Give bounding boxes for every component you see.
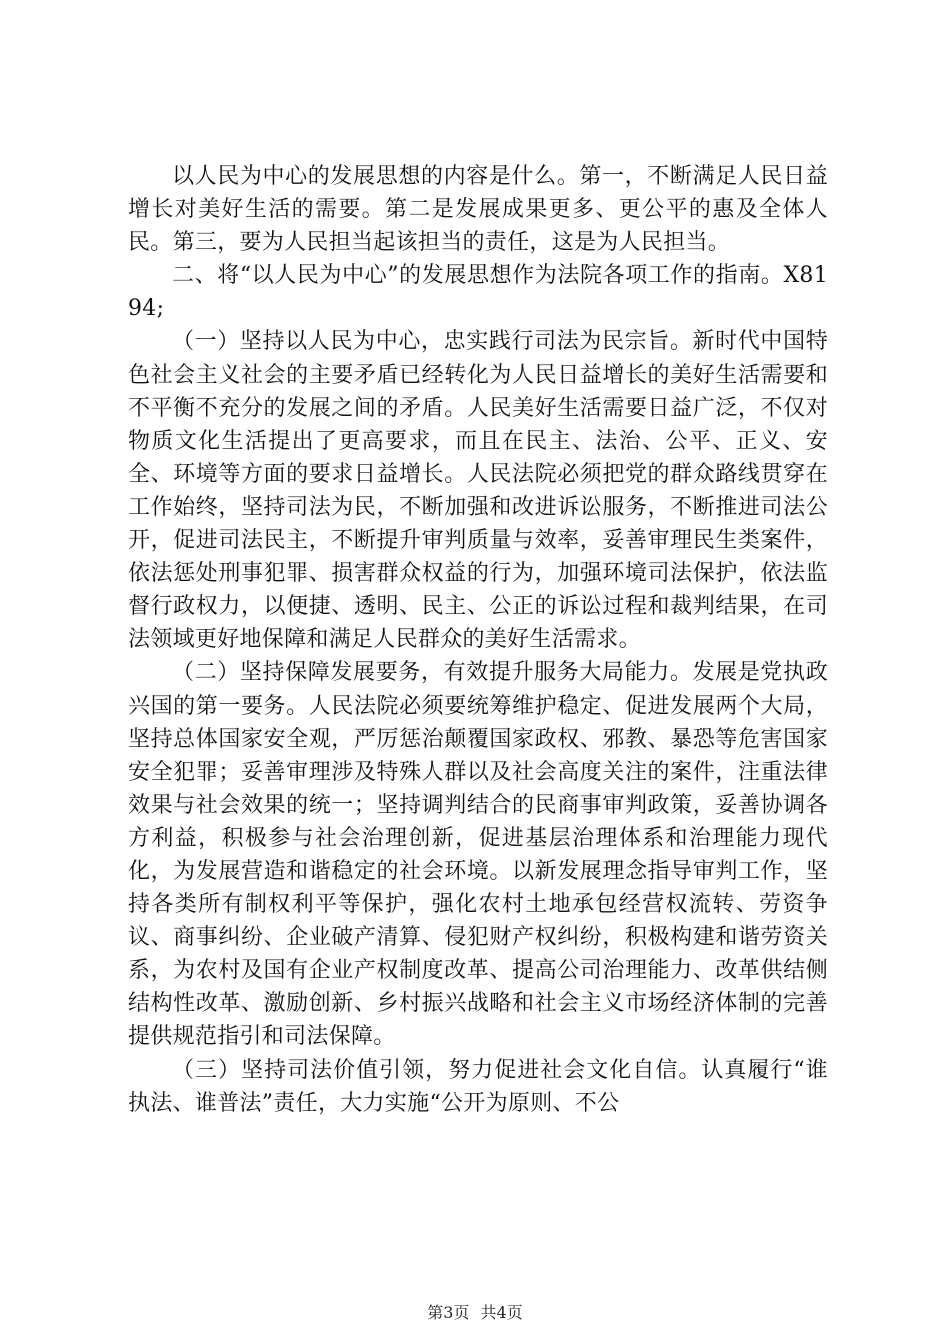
- paragraph-item-three: （三）坚持司法价值引领，努力促进社会文化自信。认真履行“谁执法、谁普法”责任，大力实施“公开为原则、不公: [128, 1057, 828, 1116]
- paragraph-section-two-heading: 二、将“以人民为中心”的发展思想作为法院各项工作的指南。X8194;: [128, 263, 828, 322]
- page-total: 共4页: [480, 1303, 523, 1322]
- page-number: 第3页: [427, 1303, 470, 1322]
- paragraph-item-one: （一）坚持以人民为中心，忠实践行司法为民宗旨。新时代中国特色社会主义社会的主要矛盾已经转化为人民日益增长的美好生活需要和不平衡不充分的发展之间的矛盾。人民美好生活需要日益广泛，不仅对物质文化生活提出了更高要求，而且在民主、法治、公平、正义、安全、环境等方面的要求日益增长。人民法院必须把党的群众路线贯穿在工作始终，坚持司法为民，不断加强和改进诉讼服务，不断推进司法公开，促进司法民主，不断提升审判质量与效率，妥善审理民生类案件，依法惩处刑事犯罪、损害群众权益的行为，加强环境司法保护，依法监督行政权力，以便捷、透明、民主、公正的诉讼过程和裁判结果，在司法领域更好地保障和满足人民群众的美好生活需求。: [128, 329, 828, 653]
- page-footer: [0, 1300, 950, 1323]
- paragraph-intro: 以人民为中心的发展思想的内容是什么。第一，不断满足人民日益增长对美好生活的需要。第二是发展成果更多、更公平的惠及全体人民。第三，要为人民担当起该担当的责任，这是为人民担当。: [128, 164, 828, 256]
- document-body: [128, 160, 828, 1120]
- paragraph-item-two: （二）坚持保障发展要务，有效提升服务大局能力。发展是党执政兴国的第一要务。人民法院必须要统筹维护稳定、促进发展两个大局，坚持总体国家安全观，严厉惩治颠覆国家政权、邪教、暴恐等危害国家安全犯罪；妥善审理涉及特殊人群以及社会高度关注的案件，注重法律效果与社会效果的统一；坚持调判结合的民商事审判政策，妥善协调各方利益，积极参与社会治理创新，促进基层治理体系和治理能力现代化，为发展营造和谐稳定的社会环境。以新发展理念指导审判工作，坚持各类所有制权利平等保护，强化农村土地承包经营权流转、劳资争议、商事纠纷、企业破产清算、侵犯财产权纠纷，积极构建和谐劳资关系，为农村及国有企业产权制度改革、提高公司治理能力、改革供结侧结构性改革、激励创新、乡村振兴战略和社会主义市场经济体制的完善提供规范指引和司法保障。: [128, 660, 828, 1050]
